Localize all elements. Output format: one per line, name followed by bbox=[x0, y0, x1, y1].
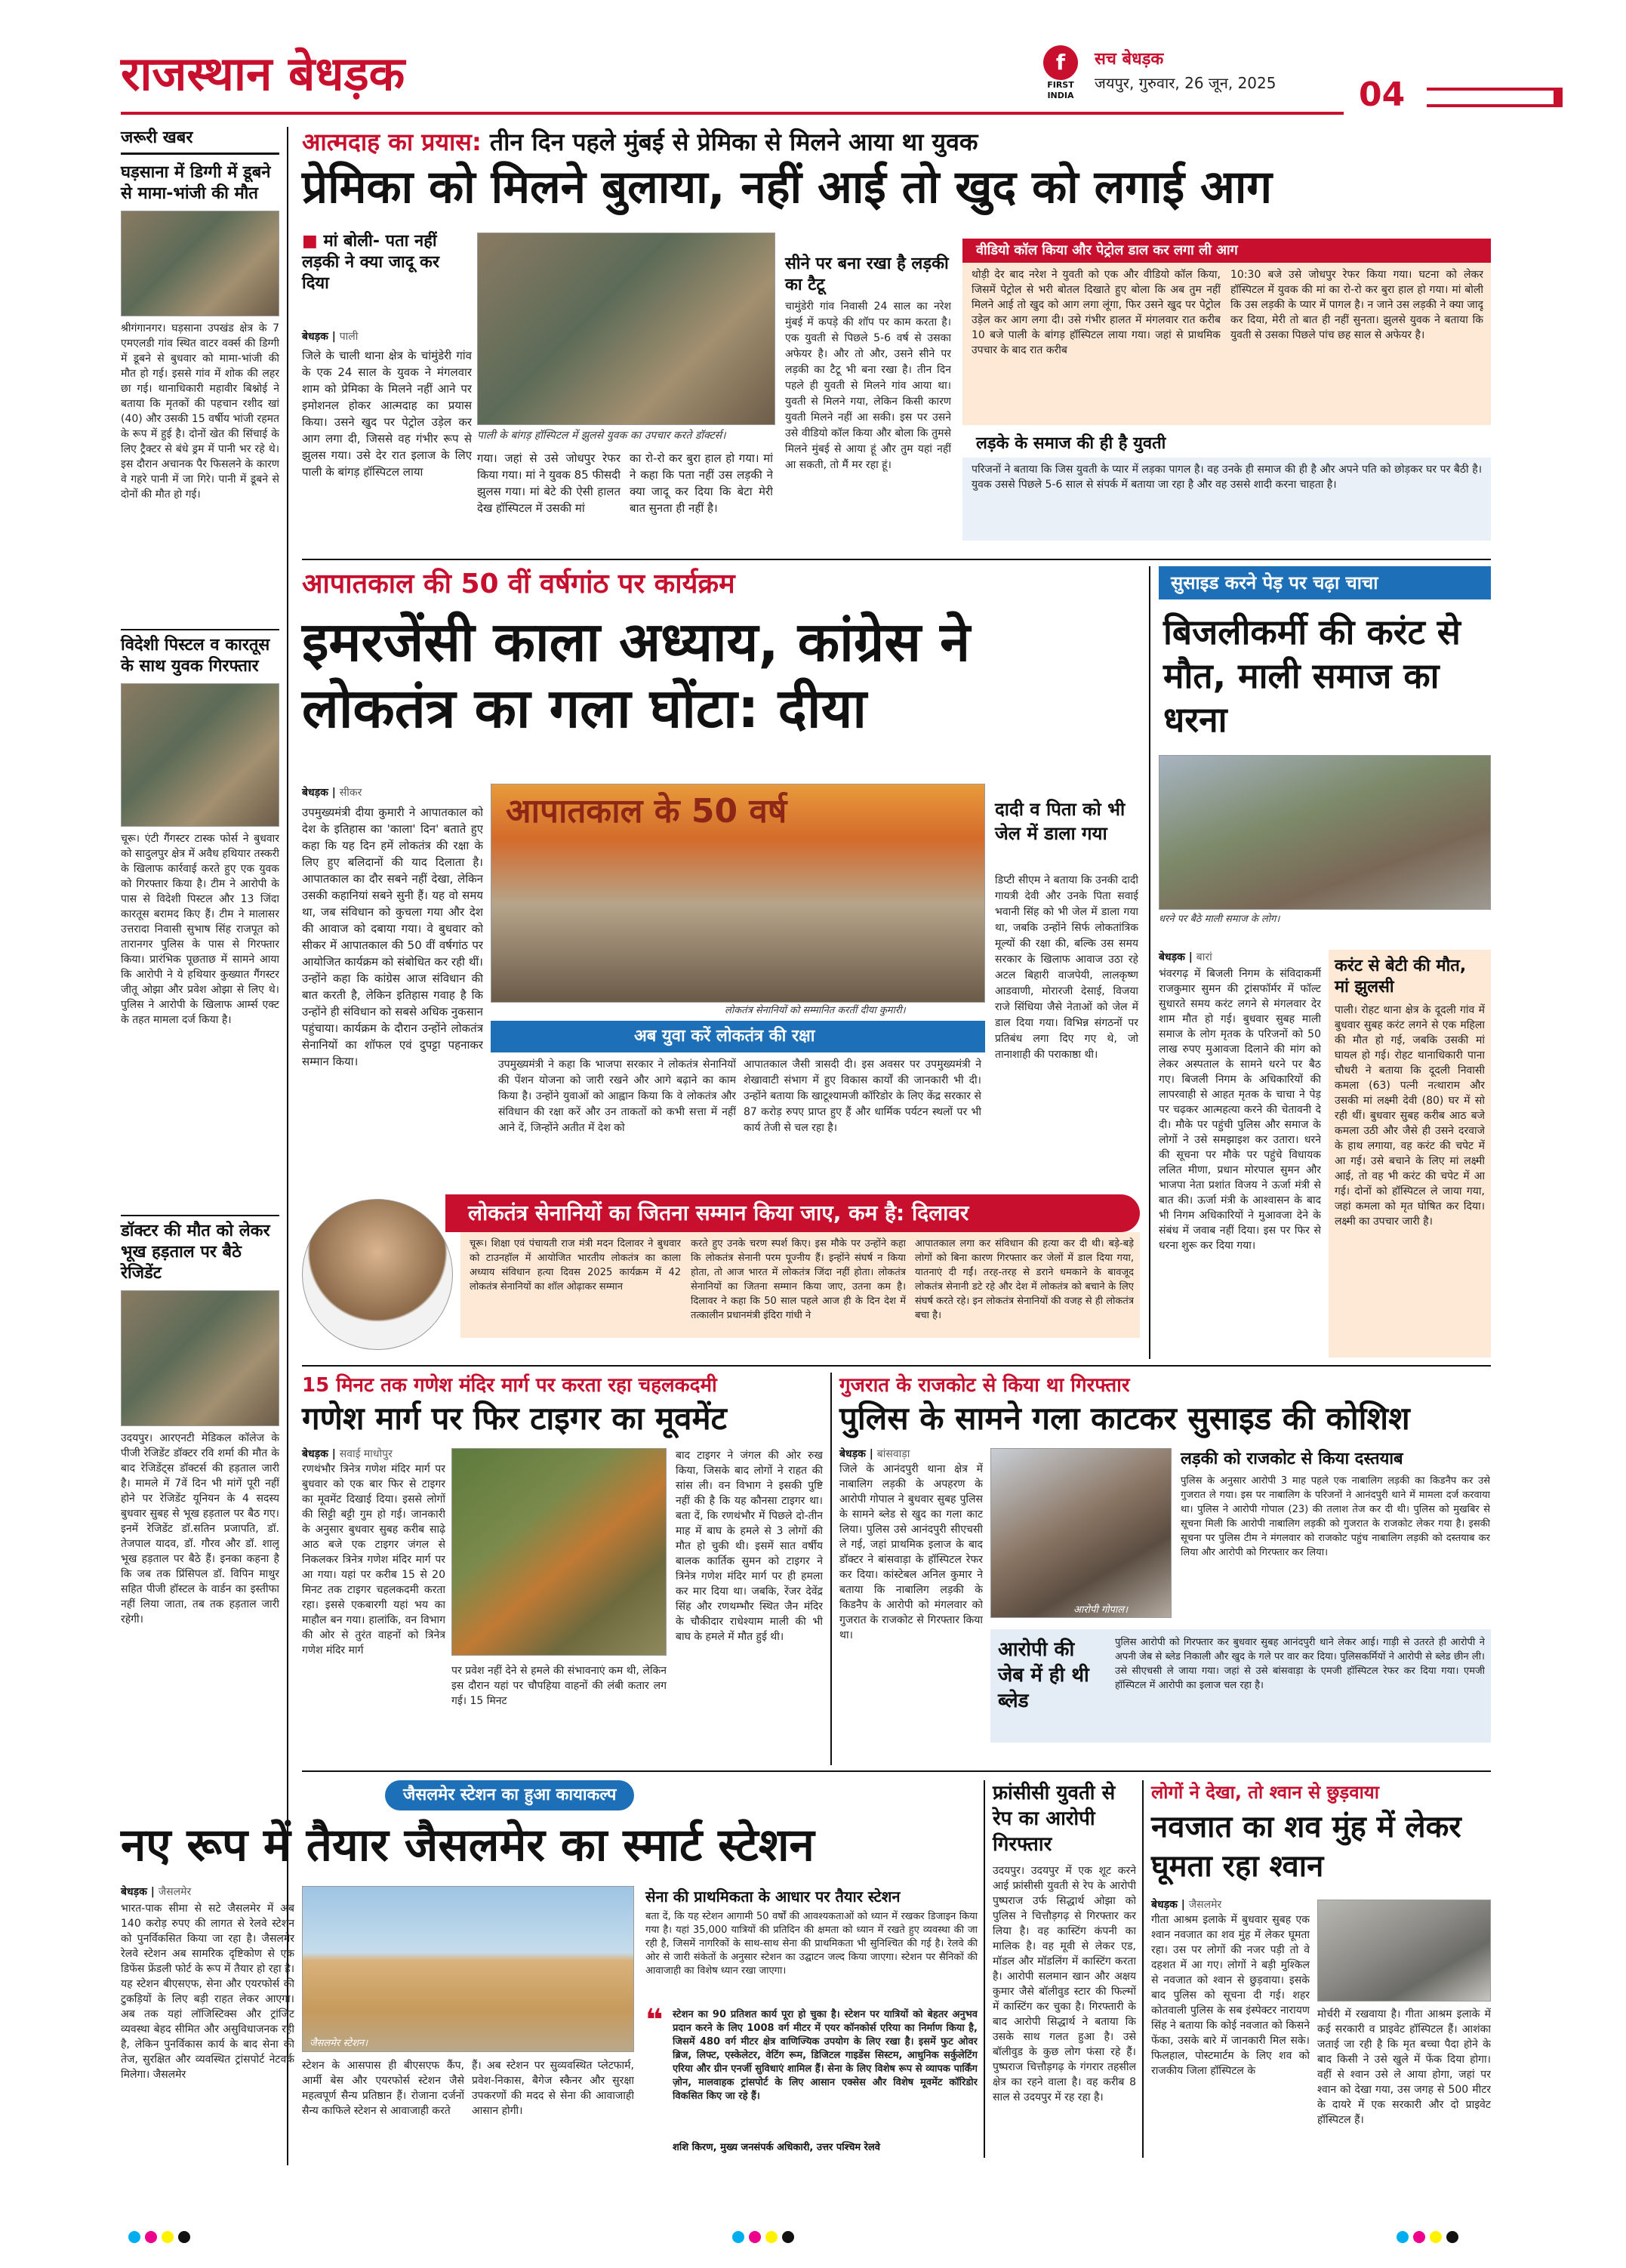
story5-byline: बेधड़क | बांसवाड़ा bbox=[839, 1448, 910, 1460]
story3-body: भंवरगढ़ में बिजली निगम के संविदाकर्मी राजकुमार सुमन की ट्रांसफॉर्मर में फॉल्ट सुधारते समय करंट लगने से मंगलवार देर शाम मौत हो गई। बुधवार सुबह माली समाज के लोग मृतक के परिजनों को 50 लाख रुपए मुआवजा दिलाने की मांग को लेकर अस्पताल के सामने धरने पर बैठ गए। बिजली निगम के अधिकारियों की लापरवाही से आहत मृतक के चाचा ने पेड़ पर चढ़कर आत्महत्या करने की चेतावनी दे दी। मौके पर पहुंची पुलिस और समाज के लोगों ने उसे समझाइश कर उतारा। धरने की सूचना पर मौके पर पहुंचे विधायक ललित मीणा, प्रधान मोरपाल सुमन और भाजपा नेता प्रशांत विजय ने ऊर्जा मंत्री से बात की। ऊर्जा मंत्री के आश्वासन के बाद भी निगम अधिकारियों ने मुआवजा देने के संबंध में जवाब नहीं दिया। इस पर फिर से धरना शुरू कर दिया गया। bbox=[1159, 968, 1321, 1252]
sidebar-story-3-title: डॉक्टर की मौत को लेकर भूख हड़ताल पर बैठे रेजिडेंट bbox=[121, 1215, 279, 1284]
story1-box2 bbox=[962, 458, 1491, 541]
dateline: जयपुर, गुरुवार, 26 जून, 2025 bbox=[1095, 74, 1276, 92]
story1-side-head: सीने पर बना रखा है लड़की का टैटू bbox=[785, 254, 949, 294]
story6-headline: नए रूप में तैयार जैसलमेर का स्मार्ट स्टेशन bbox=[121, 1819, 815, 1872]
vrule-story3 bbox=[1149, 566, 1150, 1359]
story2-dil-col2: करते हुए उनके चरण स्पर्श किए। इस मौके पर उन्होंने कहा कि लोकतंत्र सेनानी परम पूज्नीय हैं। इन्होंने संघर्ष न किया होता, तो आज भारत में लोकतंत्र जिंदा नहीं होता। लोकतंत्र सेनानियों का जितना सम्मान किया जाए, उतना कम है। दिलावर ने कहा कि 50 साल पहले आज ही के दिन देश में तत्कालीन प्रधानमंत्री इंदिरा गांधी ने bbox=[691, 1238, 906, 1321]
story4-col3: बाद टाइगर ने जंगल की ओर रुख किया, जिसके बाद लोगों ने राहत की सांस ली। वन विभाग ने इसकी पुष्टि नहीं की है कि यह कौनसा टाइगर था। बता दें, कि रणथंभौर में पिछले दो-तीन माह में बाघ के हमले से 3 लोगों की मौत हो चुकी थी। इसमें सात वर्षीय बालक कार्तिक सुमन को टाइगर ने त्रिनेत्र गणेश मंदिर मार्ग पर ही हमला कर मार दिया था। जबकि, रेंजर देवेंद्र सिंह और रणथम्भौर स्थित जैन मंदिर के चौकीदार राधेश्याम माली की भी बाघ के हमले में मौत हुई थी। bbox=[676, 1450, 823, 1643]
sidebar-story-2-title: विदेशी पिस्टल व कारतूस के साथ युवक गिरफ्तार bbox=[121, 629, 279, 677]
hrule-3 bbox=[302, 1770, 1491, 1772]
story1-col3: का रो-रो कर बुरा हाल हो गया। मां ने कहा कि पता नहीं उस लड़की ने क्या जादू कर दिया कि बेटा मेरी बात सुनता ही नहीं है। bbox=[630, 451, 773, 515]
black-dot-icon bbox=[782, 2231, 794, 2243]
logo-text: FIRST INDIA bbox=[1047, 80, 1074, 100]
story5-byline-name: बेधड़क bbox=[839, 1448, 866, 1460]
story2-byline-name: बेधड़क bbox=[302, 787, 328, 799]
story6-quote-by: शशि किरण, मुख्य जनसंपर्क अधिकारी, उत्तर पश्चिम रेलवे bbox=[673, 2142, 881, 2153]
story1-kicker-line bbox=[302, 127, 1491, 157]
story-jaisalmer-station bbox=[121, 1780, 978, 2158]
story1-pull-text: मां बोली- पता नहीं लड़की ने क्या जादू कर दिया bbox=[302, 232, 439, 293]
story2-side-head: दादी व पिता को भी जेल में डाला गया bbox=[995, 799, 1126, 844]
story5-col1: जिले के आनंदपुरी थाना क्षेत्र में नाबालिग लड़की के अपहरण के आरोपी गोपाल ने बुधवार सुबह पुलिस के सामने ब्लेड से खुद का गला काट लिया। पुलिस उसे आनंदपुरी सीएचसी ले गई, जहां प्राथमिक इलाज के बाद डॉक्टर ने बांसवाड़ा के हॉस्पिटल रेफर कर दिया। कांस्टेबल अनिल कुमार ने बताया कि नाबालिग लड़की के किडनैप के आरोपी को मंगलवार को गुजरात के राजकोट से गिरफ्तार किया था। bbox=[839, 1463, 983, 1641]
story1-byline-name: बेधड़क bbox=[302, 331, 328, 343]
story3-byline: बेधड़क | बारां bbox=[1159, 951, 1212, 963]
story4-headline: गणेश मार्ग पर फिर टाइगर का मूवमेंट bbox=[302, 1400, 727, 1437]
story1-headline: प्रेमिका को मिलने बुलाया, नहीं आई तो खुद को लगाई आग bbox=[302, 161, 1273, 214]
black-dot-icon bbox=[1446, 2231, 1458, 2243]
masthead-rule bbox=[121, 112, 1344, 115]
story6-place: जैसलमेर bbox=[158, 1886, 192, 1898]
story6-col1: भारत-पाक सीमा से सटे जैसलमेर में अब 140 करोड़ रुपए की लागत से रेलवे स्टेशन को पुनर्विकसित किया जा रहा है। जैसलमेर रेलवे स्टेशन अब सामरिक दृष्टिकोण से एक डिफेंस फ्रेंडली फोर्ट के रूप में तैयार हो रहा है। यह स्टेशन बीएसएफ, सेना और एयरफोर्स की टुकड़ियों के लिए बड़ी राहत लेकर आएगा। अब तक यहां लॉजिस्टिक्स और ट्रांजिट व्यवस्था बेहद सीमित और असुविधाजनक रही है, लेकिन पुनर्विकास कार्य के बाद सेना की तेज, सुरक्षित और व्यवस्थित ट्रांसपोर्ट नेटवर्क मिलेगा। जैसलमेर bbox=[121, 1903, 294, 2081]
story6-col3: हैं। अब स्टेशन पर सुव्यवस्थित प्लेटफार्म, प्रवेश-निकास, बैगेज स्कैनर और सुरक्षा उपकरणों की मदद से सेना की आवाजाही आसान होगी। bbox=[472, 2060, 634, 2117]
black-dot-icon bbox=[178, 2231, 190, 2243]
story1-kicker: आत्मदाह का प्रयास: bbox=[302, 128, 482, 156]
sidebar-story-1-title: घड़साना में डिग्गी में डूबने से मामा-भांजी की मौत bbox=[121, 163, 271, 203]
story4-tiger-photo bbox=[451, 1448, 667, 1656]
story-emergency bbox=[302, 566, 1140, 1359]
story2-youth-col2: आपातकाल जैसी त्रासदी दी। इस अवसर पर उपमुख्यमंत्री ने शेखावाटी संभाग में हुए विकास कार्यों की जानकारी भी दी। उन्होंने बताया कि खाटूश्यामजी कॉरिडोर के लिए केंद्र सरकार से 87 करोड़ रुपए प्राप्त हुए हैं और धार्मिक पर्यटन स्थलों पर भी कार्य तेजी से चल रहा है। bbox=[744, 1059, 981, 1134]
story2-dilawar-photo bbox=[302, 1199, 453, 1350]
masthead bbox=[121, 44, 1570, 119]
registration-dots-center bbox=[732, 2231, 799, 2246]
story8-place: जैसलमेर bbox=[1188, 1899, 1222, 1911]
story3-caption: धरने पर बैठे माली समाज के लोग। bbox=[1159, 914, 1280, 925]
story8-byline: बेधड़क | जैसलमेर bbox=[1151, 1899, 1222, 1911]
story6-quote-box bbox=[645, 2003, 978, 2158]
story5-kicker: गुजरात के राजकोट से किया था गिरफ्तार bbox=[839, 1374, 1130, 1397]
story2-bar-head: लोकतंत्र सेनानियों का जितना सम्मान किया जाए, कम है: दिलावर bbox=[445, 1194, 1140, 1232]
hrule-2 bbox=[302, 1365, 1491, 1367]
story-dog-newborn bbox=[1151, 1780, 1491, 2158]
cyan-dot-icon bbox=[732, 2231, 744, 2243]
story3-kicker: सुसाइड करने पेड़ पर चढ़ा चाचा bbox=[1159, 566, 1491, 599]
story5-caption: आरोपी गोपाल। bbox=[1073, 1604, 1129, 1616]
cyan-dot-icon bbox=[128, 2231, 140, 2243]
story2-youth-head: अब युवा करें लोकतंत्र की रक्षा bbox=[491, 1021, 985, 1052]
story3-byline-name: बेधड़क bbox=[1159, 951, 1185, 963]
sidebar-story-1-body: श्रीगंगानगर। घड़साना उपखंड क्षेत्र के 7 एमएलडी गांव स्थित वाटर वर्क्स की डिग्गी में डूबने से बुधवार को मामा-भांजी की मौत हो गई। इससे गांव में शोक की लहर छा गई। थानाधिकारी महावीर बिश्नोई ने बताया कि मृतकों की पहचान रशीद खां (40) और उसकी 15 वर्षीय भांजी रहमत के रूप में हुई है। दोनों खेत की सिंचाई के लिए ट्रैक्टर से बंधे ड्रम में पानी भर रहे थे। इस दौरान अचानक पैर फिसलने के कारण वे गहरे पानी में जा गिरे। पानी में डूबने से दोनों की मौत हो गई। bbox=[121, 322, 279, 501]
story8-kicker: लोगों ने देखा, तो श्वान से छुड़वाया bbox=[1151, 1782, 1379, 1803]
story6-quote: स्टेशन का 90 प्रतिशत कार्य पूरा हो चुका है। स्टेशन पर यात्रियों को बेहतर अनुभव प्रदान करने के लिए 1008 वर्ग मीटर में एयर कॉनकोर्स एरिया का निर्माण किया है, जिसमें 480 वर्ग मीटर क्षेत्र वाणिज्यिक उपयोग के लिए रखा है। इसमें फुट ओवर ब्रिज, लिफ्ट, एस्केलेटर, वेटिंग रूम, डिजिटल गाइडेंस सिस्टम, आधुनिक सर्कुलेटिंग एरिया और ग्रीन एनर्जी सुविधाएं शामिल हैं। सेना के लिए विशेष रूप से व्यापक पार्किंग ज़ोन, मालवाहक ट्रांसपोर्ट के लिए आसान एक्सेस और विशेष मूवमेंट कॉरिडोर विकसित किए जा रहे हैं। bbox=[673, 2009, 978, 2102]
story1-box bbox=[962, 263, 1491, 425]
story5-headline: पुलिस के सामने गला काटकर सुसाइड की कोशिश bbox=[839, 1400, 1410, 1437]
story2-dil-col1: चूरू। शिक्षा एवं पंचायती राज मंत्री मदन दिलावर ने बुधवार को टाउनहॉल में आयोजित भारतीय लोकतंत्र का काला अध्याय संविधान हत्या दिवस 2025 कार्यक्रम में 42 लोकतंत्र सेनानियों का शॉल ओढ़ाकर सम्मान bbox=[470, 1238, 681, 1293]
story5-place: बांसवाड़ा bbox=[876, 1448, 910, 1460]
story3-side-head: करंट से बेटी की मौत, मां झुलसी bbox=[1335, 957, 1467, 997]
story1-col1: जिले के चाली थाना क्षेत्र के चांमुंडेरी गांव के एक 24 साल के युवक ने मंगलवार शाम को प्रेमिका के मिलने नहीं आने पर इमोशनल होकर आत्मदाह का प्रयास किया। उसने खुद पर पेट्रोल उड़ेल कर आग लगा दी, जिससे वह गंभीर रूप से झुलस गया। उसे देर रात इलाज के लिए पाली के बांगड़ हॉस्पिटल लाया bbox=[302, 349, 472, 479]
story6-col2: स्टेशन के आसपास ही बीएसएफ कैंप, आर्मी बेस और एयरफोर्स स्टेशन जैसे महत्वपूर्ण सैन्य प्रतिष्ठान हैं। रोजाना दर्जनों सैन्य काफिले स्टेशन से आवाजाही करते bbox=[302, 2060, 464, 2117]
story2-dil-col3: आपातकाल लगा कर संविधान की हत्या कर दी थी। बड़े-बड़े लोगों को बिना कारण गिरफ्तार कर जेलों में डाल दिया गया, यातनाएं दी गईं। तरह-तरह से डराने धमकाने के बावजूद लोकतंत्र सेनानी डटे रहे और देश में लोकतंत्र को बचाने के लिए संघर्ष करते रहे। इन लोकतंत्र सेनानियों की वजह से ही लोकतंत्र बचा है। bbox=[915, 1238, 1134, 1321]
story6-caption: जैसलमेर स्टेशन। bbox=[309, 2038, 368, 2049]
registration-dots-right bbox=[1397, 2231, 1463, 2246]
story-tiger bbox=[302, 1373, 823, 1765]
story4-col1: रणथंभौर त्रिनेत्र गणेश मंदिर मार्ग पर बुधवार को एक बार फिर से टाइगर का मूवमेंट दिखाई दिया। इससे लोगों की सिट्टी बट्टी गुम हो गई। जानकारी के अनुसार बुधवार सुबह करीब साढ़े आठ बजे एक टाइगर जंगल से निकलकर त्रिनेत्र गणेश मंदिर मार्ग पर आ गया। यहां पर करीब 15 से 20 मिनट तक टाइगर चहलकदमी करता रहा। इससे एकबारगी यहां भय का माहौल बन गया। हालांकि, वन विभाग की ओर से तुरंत वाहनों को त्रिनेत्र गणेश मंदिर मार्ग bbox=[302, 1463, 445, 1656]
story4-byline: बेधड़क | सवाई माधोपुर bbox=[302, 1448, 393, 1460]
story5-sub-body: पुलिस के अनुसार आरोपी 3 माह पहले एक नाबालिग लड़की का किडनैप कर उसे गुजरात ले गया। इस पर नाबालिग के परिजनों ने आनंदपुरी थाने में मामला दर्ज करवाया था। पुलिस ने आरोपी गोपाल (23) की तलाश तेज कर दी थी। पुलिस को मुखबिर से सूचना मिली कि आरोपी नाबालिग लड़की को गुजरात के राजकोट लेकर गया है। इसकी सूचना पर पुलिस टीम ने मंगलवार को राजकोट पहुंच नाबालिग लड़की को दस्तयाब कर लिया और आरोपी को गिरफ्तार कर लिया। bbox=[1181, 1475, 1490, 1558]
pen-nib-icon bbox=[1427, 88, 1563, 107]
story6-side-head: सेना की प्राथमिकता के आधार पर तैयार स्टेशन bbox=[645, 1887, 901, 1906]
vrule-story8 bbox=[1142, 1780, 1144, 2158]
sidebar-header-text: जरूरी खबर bbox=[121, 128, 193, 147]
story6-photo bbox=[302, 1886, 634, 2052]
registration-dots-left bbox=[128, 2231, 195, 2246]
story6-byline: बेधड़क | जैसलमेर bbox=[121, 1886, 192, 1898]
sidebar-story-2-body: चूरू। एंटी गैंगस्टर टास्क फोर्स ने बुधवार को सादुलपुर क्षेत्र में अवैध हथियार तस्करी के खिलाफ कार्रवाई करते हुए एक युवक को गिरफ्तार किया है। टीम ने आरोपी के पास से विदेशी पिस्टल और 13 जिंदा कारतूस बरामद किए हैं। टीम ने मालासर उत्तरादा निवासी सुभाष सिंह राजपूत को तारानगर पुलिस के पास से गिरफ्तार किया। प्रारंभिक पूछताछ में सामने आया कि आरोपी ने ये हथियार कुख्यात गैंगस्टर जीतू ओझा और प्रवेश ओझा से लिए थे। पुलिस ने आरोपी के खिलाफ आर्म्स एक्ट के तहत मामला दर्ज किया है। bbox=[121, 833, 279, 1026]
story5-box-body: पुलिस आरोपी को गिरफ्तार कर बुधवार सुबह आनंदपुरी थाने लेकर आई। गाड़ी से उतरते ही आरोपी ने अपनी जेब से ब्लेड निकाली और खुद के गले पर वार कर दिया। पुलिसकर्मियों ने आरोपी से ब्लेड छीन ली। उसे सीएचसी ले जाया गया। जहां से उसे बांसवाड़ा के एमजी हॉस्पिटल रेफर कर दिया गया। एमजी हॉस्पिटल में आरोपी का इलाज चल रहा है। bbox=[1115, 1637, 1485, 1691]
story2-byline: बेधड़क | सीकर bbox=[302, 787, 362, 799]
masthead-title: राजस्थान बेधड़क bbox=[121, 46, 405, 101]
tagline: सच बेधड़क bbox=[1095, 50, 1164, 69]
story2-photo-banner: आपातकाल के 50 वर्ष bbox=[506, 792, 787, 830]
sidebar-story-2-photo bbox=[121, 683, 279, 827]
magenta-dot-icon bbox=[145, 2231, 157, 2243]
story2-youth-col1: उपमुख्यमंत्री ने कहा कि भाजपा सरकार ने लोकतंत्र सेनानियों की पेंशन योजना को जारी रखने और आगे बढ़ाने का काम किया है। उन्होंने युवाओं को आह्वान किया कि वे लोकतंत्र और संविधान की रक्षा करें और उन ताकतों को कभी सत्ता में नहीं आने दें, जिन्होंने अतीत में देश को bbox=[498, 1059, 736, 1134]
story2-col1: उपमुख्यमंत्री दीया कुमारी ने आपातकाल को देश के इतिहास का 'काला' दिन' बताते हुए कहा कि यह दिन हमें लोकतंत्र की रक्षा के लिए हुए बलिदानों की याद दिलाता है। आपातकाल का दौर सबने नहीं देखा, लेकिन उसकी कहानियां सबने सुनी हैं। यह वो समय था, जब संविधान को कुचला गया और देश की आवाज को दबाया गया। वे बुधवार को सीकर में आपातकाल की 50 वीं वर्षगांठ पर आयोजित कार्यक्रम को संबोधित कर रही थीं। उन्होंने कहा कि कांग्रेस आज संविधान की बात करती है, लेकिन इतिहास गवाह है कि उन्होंने ही संविधान को सबसे अधिक नुकसान पहुंचाया। कार्यक्रम के दौरान उन्होंने लोकतंत्र सेनानियों का शॉफल एवं दुपट्टा पहनाकर सम्मान किया। bbox=[302, 806, 483, 1068]
story4-kicker: 15 मिनट तक गणेश मंदिर मार्ग पर करता रहा चहलकदमी bbox=[302, 1374, 717, 1397]
bullet-icon: ■ bbox=[302, 232, 324, 251]
story1-place: पाली bbox=[339, 331, 359, 343]
story3-side-body: पाली। रोहट थाना क्षेत्र के दूदली गांव में बुधवार सुबह करंट लगने से एक महिला की मौत हो गई, जबकि उसकी मां घायल हो गई। रोहट थानाधिकारी पाना चौधरी ने बताया कि दूदली निवासी कमला (63) पत्नी नत्थाराम और उसकी मां लक्ष्मी देवी (80) घर में सो रही थीं। बुधवार सुबह करीब आठ बजे कमला उठी और जैसे ही उसने दरवाजे के हाथ लगाया, वह करंट की चपेट में आ गई। उसे बचाने के लिए मां लक्ष्मी आई, तो वह भी करंट की चपेट में आ गई। दोनों को हॉस्पिटल ले जाया गया, जहां कमला को मृत घोषित कर दिया। लक्ष्मी का उपचार जारी है। bbox=[1335, 1004, 1485, 1228]
story1-caption: पाली के बांगड़ हॉस्पिटल में झुलसे युवक का उपचार करते डॉक्टर्स। bbox=[477, 430, 726, 442]
magenta-dot-icon bbox=[749, 2231, 761, 2243]
story5-box-head: आरोपी की जेब में ही थी ब्लेड bbox=[998, 1638, 1089, 1712]
sidebar-story-1-photo bbox=[121, 211, 279, 316]
story6-byline-name: बेधड़क bbox=[121, 1886, 147, 1898]
cyan-dot-icon bbox=[1397, 2231, 1409, 2243]
story3-headline: बिजलीकर्मी की करंट से मौत, माली समाज का धरना bbox=[1163, 612, 1461, 740]
story3-photo bbox=[1159, 755, 1491, 910]
yellow-dot-icon bbox=[765, 2231, 778, 2243]
magenta-dot-icon bbox=[1413, 2231, 1425, 2243]
vrule-story7 bbox=[984, 1780, 985, 2158]
story8-photo bbox=[1317, 1900, 1491, 2001]
story4-col2: पर प्रवेश नहीं देने से हमले की संभावनाएं कम थी, लेकिन इस दौरान यहां पर चौपहिया वाहनों की लंबी कतार लग गई। 15 मिनट bbox=[451, 1665, 667, 1707]
logo-circle-icon: f bbox=[1043, 45, 1078, 80]
yellow-dot-icon bbox=[162, 2231, 174, 2243]
story-suicide-attempt bbox=[839, 1373, 1491, 1765]
story1-side-body: चामुंडेरी गांव निवासी 24 साल का नरेश मुंबई में कपड़े की शॉप पर काम करता है। एक युवती से पिछले 5-6 वर्ष से उसका अफेयर है। और तो और, उसने सीने पर लड़की का टैटू भी बना रखा है। तीन दिन पहले ही युवती से मिलने गांव आया था। युवती से मिलने गया, लेकिन किसी कारण युवती मिलने नहीं आ सकी। इस पर उसने उसे वीडियो कॉल किया और बोला कि तुमसे मिलने मुंबई से आया हूं और तुम यहां नहीं आ सकती, तो मैं मर रहा हूं। bbox=[785, 300, 951, 471]
story8-col1: गीता आश्रम इलाके में बुधवार सुबह एक श्वान नवजात का शव मुंह में लेकर घूमता रहा। उस पर लोगों की नजर पड़ी तो वे दहशत में आ गए। लोगों ने बड़ी मुश्किल से नवजात को श्वान से छुड़वाया। इसके बाद पुलिस को सूचना दी गई। शहर कोतवाली पुलिस के सब इंस्पेक्टर नारायण सिंह ने बताया कि कोई नवजात को किसने फेंका, उसके बारे में जानकारी मिल सके। फिलहाल, पोस्टमार्टम के लिए शव को राजकीय जिला हॉस्पिटल के bbox=[1151, 1914, 1310, 2077]
story2-kicker: आपातकाल की 50 वीं वर्षगांठ पर कार्यक्रम bbox=[302, 569, 735, 599]
story1-box2-body: परिजनों ने बताया कि जिस युवती के प्यार में लड़का पागल है। वह उनके ही समाज की ही है और अपने पति को छोड़कर घर पर बैठी है। युवक उससे पिछले 5-6 साल से संपर्क में बताया जा रहा है और वह उससे शादी करना चाहता है। bbox=[972, 464, 1482, 491]
story1-col2: गया। जहां से उसे जोधपुर रेफर किया गया। मां ने युवक 85 फीसदी झुलस गया। मां बेटे की ऐसी हालत देख हॉस्पिटल में उसकी मां bbox=[477, 451, 621, 515]
yellow-dot-icon bbox=[1430, 2231, 1442, 2243]
story8-headline: नवजात का शव मुंह में लेकर घूमता रहा श्वान bbox=[1151, 1810, 1461, 1884]
story-french-woman bbox=[993, 1780, 1136, 2158]
page-number: 04 bbox=[1359, 75, 1406, 114]
story-electrician bbox=[1159, 566, 1491, 1359]
first-india-logo bbox=[1038, 45, 1083, 106]
sidebar-header bbox=[121, 127, 279, 155]
story2-caption: लोकतंत्र सेनानियों को सम्मानित करतीं दीया कुमारी। bbox=[725, 1005, 906, 1016]
story1-pull-quote bbox=[302, 231, 468, 294]
story1-photo bbox=[477, 233, 775, 425]
story7-headline: फ्रांसीसी युवती से रेप का आरोपी गिरफ्तार bbox=[993, 1782, 1116, 1856]
sidebar-story-3-body: उदयपुर। आरएनटी मेडिकल कॉलेज के पीजी रेजिडेंट डॉक्टर रवि शर्मा की मौत के बाद रेजिडेंट्स डॉक्टर्स की हड़ताल जारी है। मामले में 7वें दिन भी मांगें पूरी नहीं होने पर रेजिडेंट यूनियन के 4 सदस्य बुधवार सुबह से भूख हड़ताल पर बैठ गए। इनमें रेजिडेंट डॉ.सतिन प्रजापति, डॉ. तेजपाल यादव, डॉ. गौरव और डॉ. शालू भूख हड़ताल पर बैठे हैं। इनका कहना है कि जब तक प्रिंसिपल डॉ. विपिन माथुर सहित पीजी हॉस्टल के वार्डन का इस्तीफा नहीं लिया जाता, तब तक हड़ताल जारी रहेगी। bbox=[121, 1432, 279, 1626]
story5-box bbox=[990, 1629, 1491, 1743]
story1-byline: बेधड़क | पाली bbox=[302, 331, 359, 343]
story8-col2: मोर्चरी में रखवाया है। गीता आश्रम इलाके में कई सरकारी व प्राइवेट हॉस्पिटल हैं। आशंका जताई जा रही है कि मृत बच्चा पैदा होने के बाद किसी ने उसे खुले में फेंक दिया होगा। वहीं से श्वान उसे ले आया होगा, जहां पर श्वान को देखा गया, उस जगह से 500 मीटर के दायरे में एक सरकारी और दो प्राइवेट हॉस्पिटल हैं। bbox=[1317, 2008, 1491, 2126]
story4-byline-name: बेधड़क bbox=[302, 1448, 328, 1460]
story-immolation bbox=[302, 127, 1491, 550]
hrule-1 bbox=[302, 559, 1491, 560]
story5-sub-head: लड़की को राजकोट से किया दस्तयाब bbox=[1181, 1450, 1403, 1468]
story6-kicker: जैसलमेर स्टेशन का हुआ कायाकल्प bbox=[385, 1780, 634, 1810]
story3-place: बारां bbox=[1196, 951, 1212, 963]
quote-icon: ❝ bbox=[645, 2003, 664, 2038]
story1-box-col1: थोड़ी देर बाद नरेश ने युवती को एक और वीडियो कॉल किया, जिसमें पेट्रोल से भरी बोतल दिखाते हुए बोला कि अब तुम नहीं मिलने आई तो खुद को आग लगा लूंगा, फिर उसने खुद पर पेट्रोल उड़ेल कर आग लगा दी। उसे गंभीर हालत में मंगलवार रात करीब 10 बजे पाली के बांगड़ हॉस्पिटल लाया गया। जहां से प्राथमिक उपचार के बाद रात करीब bbox=[972, 269, 1221, 356]
story6-side-body1: बता दें, कि यह स्टेशन आगामी 50 वर्षों की आवश्यकताओं को ध्यान में रखकर डिजाइन किया गया है। यहां 35,000 यात्रियों की प्रतिदिन की क्षमता को ध्यान में रखते हुए व्यवस्था की जा रही है, जिसमें नागरिकों के साथ-साथ सेना की प्राथमिकता भी सुनिश्चित की गई है। रेलवे की ओर से जारी संकेतों के अनुसार स्टेशन का उद्घाटन जल्द किया जाएगा। स्टेशन पर सैनिकों की आवाजाही का विशेष ध्यान रखा जाएगा। bbox=[645, 1911, 978, 1977]
story1-box-col2: 10:30 बजे उसे जोधपुर रेफर किया गया। घटना को लेकर हॉस्पिटल में युवक की मां का रो-रो कर बुरा हाल हो गया। मां बोली कि उस लड़की के प्यार में पागल है। न जाने उस लड़की ने क्या जादू कर दिया, मेरी तो बात ही नहीं सुनता। झुलसे युवक ने बताया कि युवती से उसका पिछले पांच छह साल से अफेयर है। bbox=[1230, 269, 1483, 341]
story8-byline-name: बेधड़क bbox=[1151, 1899, 1178, 1911]
story1-box-head: वीडियो कॉल किया और पेट्रोल डाल कर लगा ली आग bbox=[962, 239, 1491, 263]
story1-kicker-rest: तीन दिन पहले मुंबई से प्रेमिका से मिलने आया था युवक bbox=[489, 128, 978, 156]
story4-place: सवाई माधोपुर bbox=[339, 1448, 393, 1460]
story5-photo bbox=[990, 1448, 1172, 1618]
story3-side-box bbox=[1329, 950, 1491, 1357]
vrule-story5 bbox=[830, 1373, 832, 1765]
story2-side-body: डिप्टी सीएम ने बताया कि उनकी दादी गायत्री देवी और उनके पिता सवाई भवानी सिंह को भी जेल में डाला गया था, जबकि उन्होंने सिर्फ लोकतांत्रिक मूल्यों की रक्षा की, बल्कि उस समय सरकार के खिलाफ आवाज उठा रहे अटल बिहारी वाजपेयी, लालकृष्ण आडवाणी, मोरारजी देसाई, विजया राजे सिंधिया जैसे नेताओं को जेल में डाल दिया गया। विभिन्न संगठनों पर प्रतिबंध लगा दिए गए थे, जो तानाशाही की पराकाष्ठा थी। bbox=[995, 874, 1138, 1061]
story2-place: सीकर bbox=[339, 787, 362, 799]
story2-headline: इमरजेंसी काला अध्याय, कांग्रेस ने लोकतंत्र का गला घोंटा: दीया bbox=[302, 610, 971, 740]
sidebar-story-3-photo bbox=[121, 1290, 279, 1426]
story2-dilawar-box bbox=[460, 1232, 1140, 1338]
story7-body: उदयपुर। उदयपुर में एक शूट करने आई फ्रांसीसी युवती से रेप के आरोपी पुष्पराज उर्फ सिद्धार्थ ओझा को पुलिस ने चित्तौड़गढ़ से गिरफ्तार कर लिया है। वह कास्टिंग कंपनी का मालिक है। वह मूवी से लेकर एड, मॉडल और मॉडलिंग में कास्टिंग करता है। आरोपी सलमान खान और अक्षय कुमार जैसे बॉलीवुड स्टार की फिल्मों में कास्टिंग कर चुका है। गिरफ्तारी के बाद आरोपी सिद्धार्थ ने बताया कि उसके साथ गलत हुआ है। उसे बॉलीवुड के कुछ लोग फंसा रहे हैं। पुष्पराज चित्तौड़गढ़ के गंगरार तहसील क्षेत्र का रहने वाला है। वह करीब 8 साल से उदयपुर में रह रहा है। bbox=[993, 1865, 1136, 2103]
story1-box2-head: लड़के के समाज की ही है युवती bbox=[976, 434, 1166, 453]
